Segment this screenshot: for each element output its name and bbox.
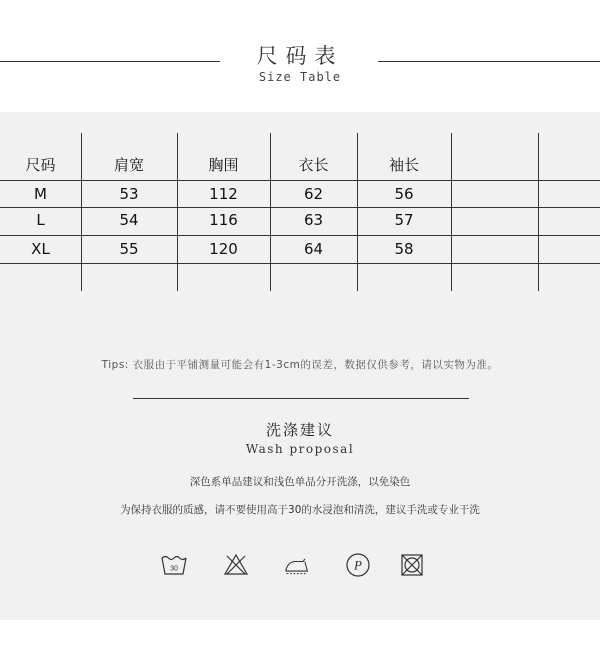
table-cell: M xyxy=(34,185,47,203)
section-divider xyxy=(133,398,469,399)
table-header-cell: 肩宽 xyxy=(113,156,144,174)
table-row-divider xyxy=(0,235,600,236)
table-header-cell: 袖长 xyxy=(388,156,419,174)
iron-icon xyxy=(284,552,310,578)
page-title: 尺码表 xyxy=(256,44,344,68)
table-header-cell: 胸围 xyxy=(208,156,239,174)
wash-subtitle: Wash proposal xyxy=(245,442,355,456)
table-cell: 62 xyxy=(303,185,324,203)
professional-dry-clean-icon xyxy=(345,552,371,578)
table-cell: 53 xyxy=(119,185,139,203)
table-cell: 116 xyxy=(209,211,238,229)
table-row-divider xyxy=(0,263,600,264)
table-cell: 120 xyxy=(209,240,238,258)
table-cell: 54 xyxy=(119,211,139,229)
table-cell: 112 xyxy=(209,185,238,203)
wash-30-icon xyxy=(161,552,187,578)
table-column-divider xyxy=(538,133,539,291)
table-row-divider xyxy=(0,207,600,208)
table-cell: 64 xyxy=(303,240,324,258)
table-column-divider xyxy=(451,133,452,291)
table-cell: 57 xyxy=(394,211,414,229)
svg-text:30: 30 xyxy=(170,565,178,573)
bottom-margin xyxy=(0,620,600,645)
table-cell: L xyxy=(36,211,45,229)
table-cell: 56 xyxy=(394,185,414,203)
table-cell: 63 xyxy=(303,211,324,229)
wash-title: 洗涤建议 xyxy=(265,421,334,439)
header xyxy=(0,0,600,112)
wash-instruction-2: 为保持衣服的质感，请不要使用高于30的水浸泡和清洗，建议手洗或专业干洗 xyxy=(120,504,480,516)
wash-instruction-1: 深色系单品建议和浅色单品分开洗涤，以免染色 xyxy=(189,476,411,488)
page-subtitle: Size Table xyxy=(258,70,342,84)
no-tumble-dry-icon xyxy=(399,552,425,578)
table-cell: XL xyxy=(31,240,50,258)
table-cell: 55 xyxy=(119,240,139,258)
table-cell: 58 xyxy=(394,240,414,258)
table-row-divider xyxy=(0,180,600,181)
table-header-cell: 尺码 xyxy=(25,156,56,174)
no-bleach-icon xyxy=(223,552,249,578)
table-header-cell: 衣长 xyxy=(298,156,329,174)
tips-text: Tips: 衣服由于平铺测量可能会有1-3cm的误差，数据仅供参考，请以实物为准。 xyxy=(101,359,499,371)
svg-text:P: P xyxy=(354,557,362,573)
